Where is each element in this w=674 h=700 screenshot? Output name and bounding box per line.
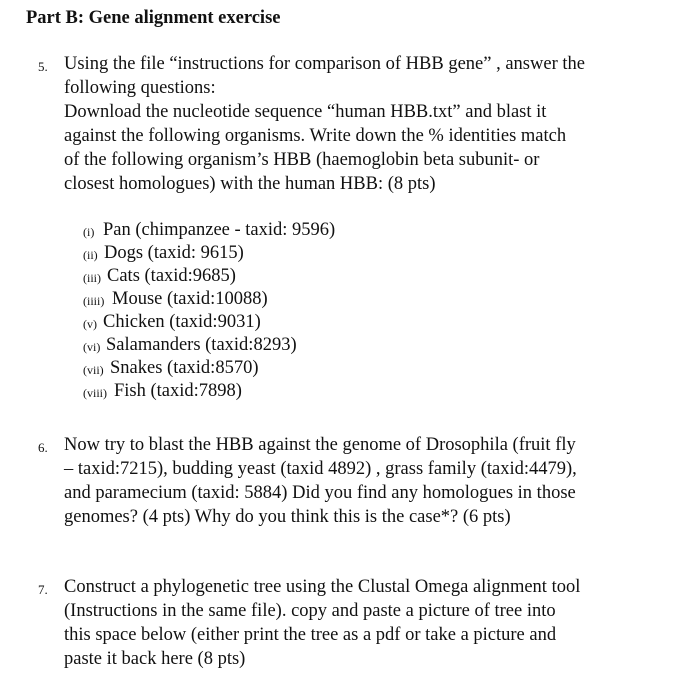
item-text: Chicken (taxid:9031) xyxy=(103,312,261,332)
question-line: genomes? (4 pts) Why do you think this is the case*? (6 pts) xyxy=(64,507,511,527)
item-label: (iii) xyxy=(83,271,101,285)
question-line: closest homologues) with the human HBB: (8 pts) xyxy=(64,174,436,194)
item-label: (ii) xyxy=(83,248,98,262)
item-text: Snakes (taxid:8570) xyxy=(110,358,259,378)
item-label: (iiii) xyxy=(83,294,105,308)
question-number: 7. xyxy=(38,582,48,597)
item-text: Cats (taxid:9685) xyxy=(107,266,236,286)
item-label: (vi) xyxy=(83,340,101,354)
item-text: Pan (chimpanzee - taxid: 9596) xyxy=(103,220,336,240)
question-line: – taxid:7215), budding yeast (taxid 4892) , grass family (taxid:4479), xyxy=(64,459,577,479)
section-title: Part B: Gene alignment exercise xyxy=(26,8,281,28)
question-line: (Instructions in the same file). copy and paste a picture of tree into xyxy=(64,601,556,621)
question-line: Construct a phylogenetic tree using the Clustal Omega alignment tool xyxy=(64,577,581,597)
item-label: (vii) xyxy=(83,363,104,377)
question-number: 6. xyxy=(38,440,48,455)
question-line: Download the nucleotide sequence “human HBB.txt” and blast it xyxy=(64,102,547,122)
question-line: paste it back here (8 pts) xyxy=(64,649,246,669)
question-line: this space below (either print the tree as a pdf or take a picture and xyxy=(64,625,557,645)
item-text: Fish (taxid:7898) xyxy=(114,381,242,401)
question-line: of the following organism’s HBB (haemoglobin beta subunit- or xyxy=(64,150,540,170)
item-label: (i) xyxy=(83,225,95,239)
question-line: Now try to blast the HBB against the genome of Drosophila (fruit fly xyxy=(64,435,576,455)
question-number: 5. xyxy=(38,59,48,74)
question-line: against the following organisms. Write down the % identities match xyxy=(64,126,567,146)
item-text: Salamanders (taxid:8293) xyxy=(106,335,297,355)
item-label: (v) xyxy=(83,317,97,331)
item-text: Mouse (taxid:10088) xyxy=(112,289,268,309)
question-line: Using the file “instructions for comparison of HBB gene” , answer the xyxy=(64,54,585,74)
question-line: following questions: xyxy=(64,78,216,98)
item-label: (viii) xyxy=(83,386,107,400)
question-line: and paramecium (taxid: 5884) Did you find any homologues in those xyxy=(64,483,576,503)
item-text: Dogs (taxid: 9615) xyxy=(104,243,244,263)
